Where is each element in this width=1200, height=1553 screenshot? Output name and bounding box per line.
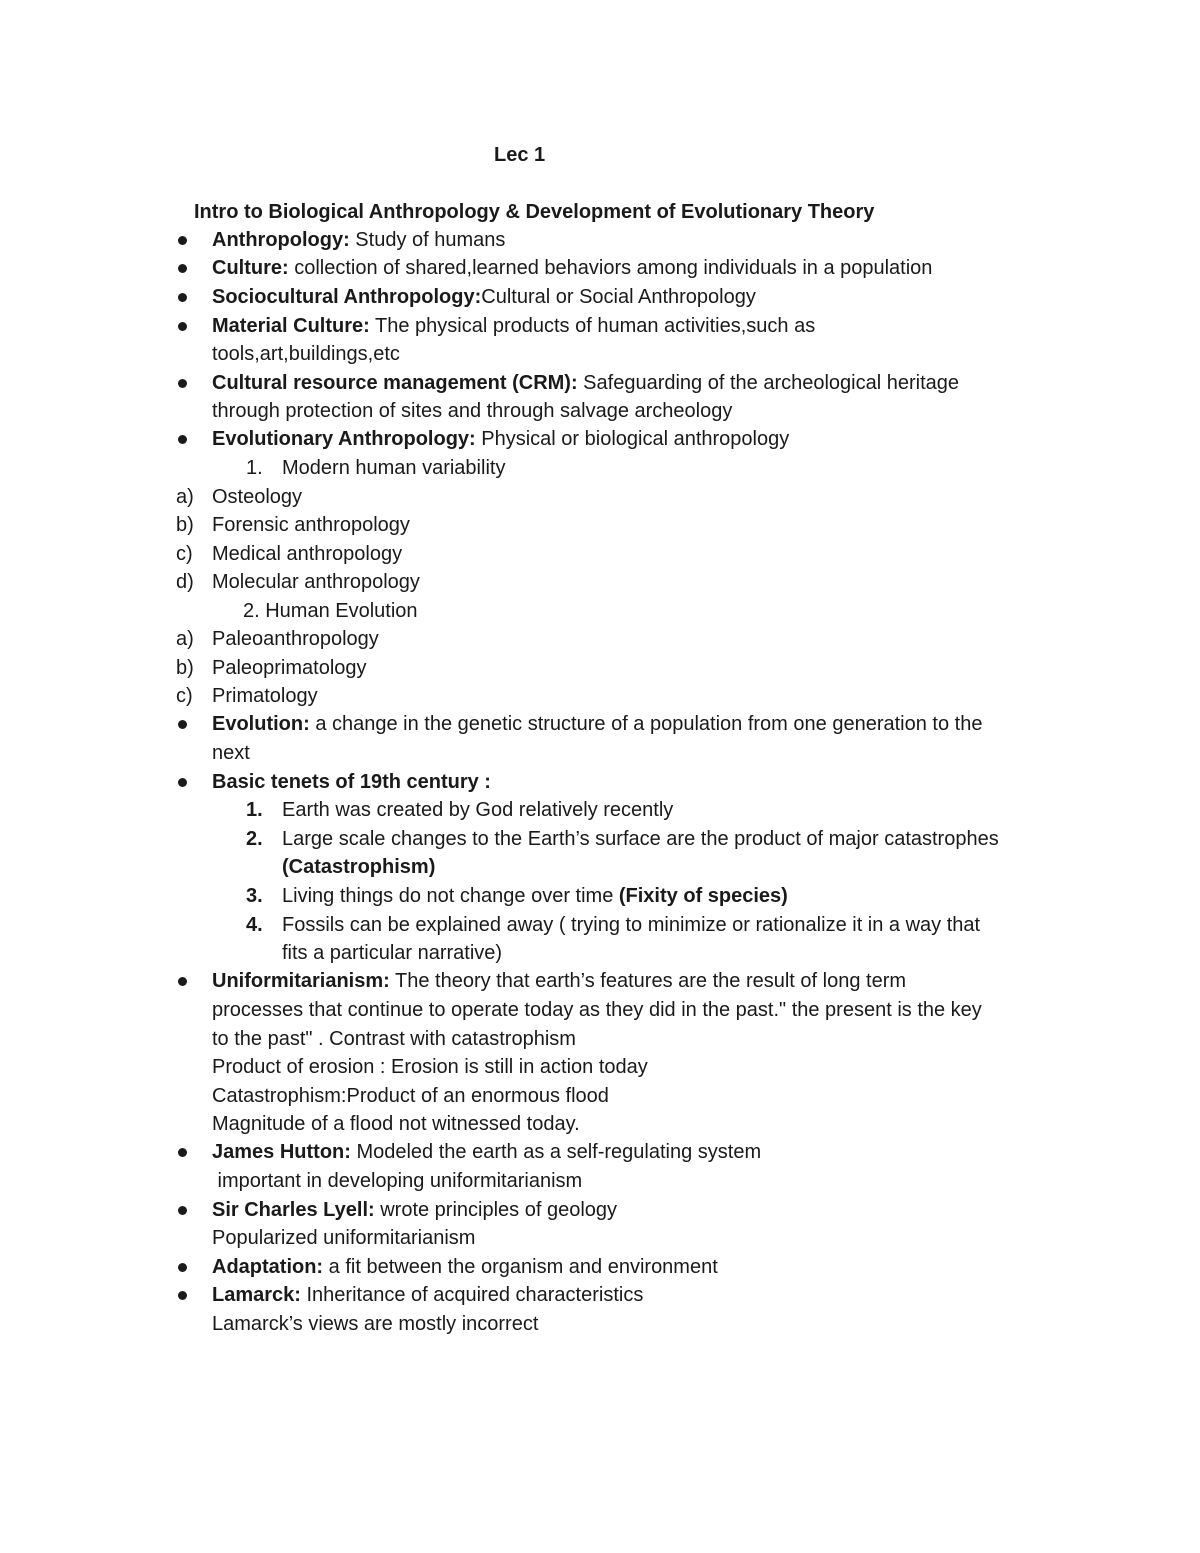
definition: Modeled the earth as a self-regulating system	[350, 1141, 762, 1163]
definition-crm	[212, 369, 959, 397]
list-item: Paleoprimatology	[212, 657, 367, 679]
definition-evolution	[212, 710, 982, 738]
term: Sociocultural Anthropology:	[212, 286, 482, 308]
definition: Study of humans	[349, 229, 506, 251]
bullet-icon	[178, 1291, 187, 1300]
definition-continuation: Lamarck’s views are mostly incorrect	[212, 1313, 539, 1335]
list-marker: 4.	[246, 914, 263, 936]
tenet-emphasis: (Catastrophism)	[282, 856, 436, 878]
tenet-item	[282, 882, 788, 910]
bullet-icon	[178, 1206, 187, 1215]
definition-evolutionary-anthropology	[212, 425, 789, 453]
definition: a change in the genetic structure of a population from one generation to the	[309, 713, 983, 735]
definition: Cultural or Social Anthropology	[481, 286, 756, 308]
term: Evolutionary Anthropology:	[212, 428, 476, 450]
definition: The physical products of human activities,such as	[369, 315, 816, 337]
bullet-icon	[178, 435, 187, 444]
page-heading: Intro to Biological Anthropology & Development of Evolutionary Theory	[194, 201, 875, 223]
list-item: Paleoanthropology	[212, 628, 379, 650]
definition-basic-tenets: Basic tenets of 19th century :	[212, 771, 491, 793]
bullet-icon	[178, 379, 187, 388]
term: Lamarck:	[212, 1284, 301, 1306]
bullet-icon	[178, 236, 187, 245]
definition: Inheritance of acquired characteristics	[300, 1284, 644, 1306]
definition-culture	[212, 254, 932, 282]
subfield-heading: Modern human variability	[282, 457, 506, 479]
tenet-text: Living things do not change over time	[282, 885, 619, 907]
definition-continuation: Product of erosion : Erosion is still in action today	[212, 1056, 648, 1078]
bullet-icon	[178, 1148, 187, 1157]
definition: a fit between the organism and environment	[323, 1256, 718, 1278]
subfield-heading: 2. Human Evolution	[243, 600, 418, 622]
definition-continuation: through protection of sites and through salvage archeology	[212, 400, 733, 422]
definition-continuation: tools,art,buildings,etc	[212, 343, 400, 365]
bullet-icon	[178, 1263, 187, 1272]
definition-adaptation	[212, 1253, 718, 1281]
bullet-icon	[178, 778, 187, 787]
definition-continuation: Magnitude of a flood not witnessed today.	[212, 1113, 580, 1135]
list-marker: 2.	[246, 828, 263, 850]
list-marker: a)	[176, 628, 194, 650]
definition-continuation: processes that continue to operate today as they did in the past." the present is the key	[212, 999, 982, 1021]
term: James Hutton:	[212, 1141, 351, 1163]
tenet-emphasis: (Fixity of species)	[618, 885, 788, 907]
lecture-title: Lec 1	[494, 144, 546, 166]
tenet-item: Earth was created by God relatively recently	[282, 799, 674, 821]
bullet-icon	[178, 264, 187, 273]
list-item: Primatology	[212, 685, 318, 707]
list-item: Forensic anthropology	[212, 514, 410, 536]
list-marker: b)	[176, 514, 194, 536]
list-marker: a)	[176, 486, 194, 508]
definition-material-culture	[212, 312, 815, 340]
definition-sociocultural	[212, 283, 756, 311]
definition-anthropology	[212, 226, 505, 254]
definition-lyell	[212, 1196, 617, 1224]
list-marker: c)	[176, 543, 193, 565]
bullet-icon	[178, 293, 187, 302]
definition-uniformitarianism	[212, 967, 906, 995]
definition-lamarck	[212, 1281, 643, 1309]
definition: Safeguarding of the archeological heritage	[577, 372, 960, 394]
term: Culture:	[212, 257, 289, 279]
term: Uniformitarianism:	[212, 970, 390, 992]
list-marker: 3.	[246, 885, 263, 907]
tenet-item: Large scale changes to the Earth’s surface are the product of major catastrophes	[282, 828, 999, 850]
term: Evolution:	[212, 713, 310, 735]
list-item: Molecular anthropology	[212, 571, 420, 593]
definition: The theory that earth’s features are the result of long term	[389, 970, 907, 992]
definition: Physical or biological anthropology	[475, 428, 790, 450]
list-marker: 1.	[246, 457, 263, 479]
list-marker: 1.	[246, 799, 263, 821]
bullet-icon	[178, 720, 187, 729]
list-marker: d)	[176, 571, 194, 593]
tenet-item: Fossils can be explained away ( trying to minimize or rationalize it in a way that	[282, 914, 981, 936]
definition: collection of shared,learned behaviors among individuals in a population	[288, 257, 933, 279]
list-item: Medical anthropology	[212, 543, 403, 565]
definition-continuation: important in developing uniformitarianism	[212, 1170, 583, 1192]
definition-continuation: next	[212, 742, 250, 764]
definition-continuation: Popularized uniformitarianism	[212, 1227, 476, 1249]
list-marker: c)	[176, 685, 193, 707]
term: Sir Charles Lyell:	[212, 1199, 375, 1221]
term: Anthropology:	[212, 229, 350, 251]
term: Material Culture:	[212, 315, 370, 337]
definition-continuation: Catastrophism:Product of an enormous flood	[212, 1085, 609, 1107]
bullet-icon	[178, 322, 187, 331]
definition: wrote principles of geology	[374, 1199, 618, 1221]
definition-continuation: to the past" . Contrast with catastrophism	[212, 1028, 576, 1050]
term: Adaptation:	[212, 1256, 324, 1278]
term: Cultural resource management (CRM):	[212, 372, 578, 394]
definition-hutton	[212, 1138, 761, 1166]
bullet-icon	[178, 977, 187, 986]
list-marker: b)	[176, 657, 194, 679]
list-item: Osteology	[212, 486, 303, 508]
tenet-continuation: fits a particular narrative)	[282, 942, 503, 964]
